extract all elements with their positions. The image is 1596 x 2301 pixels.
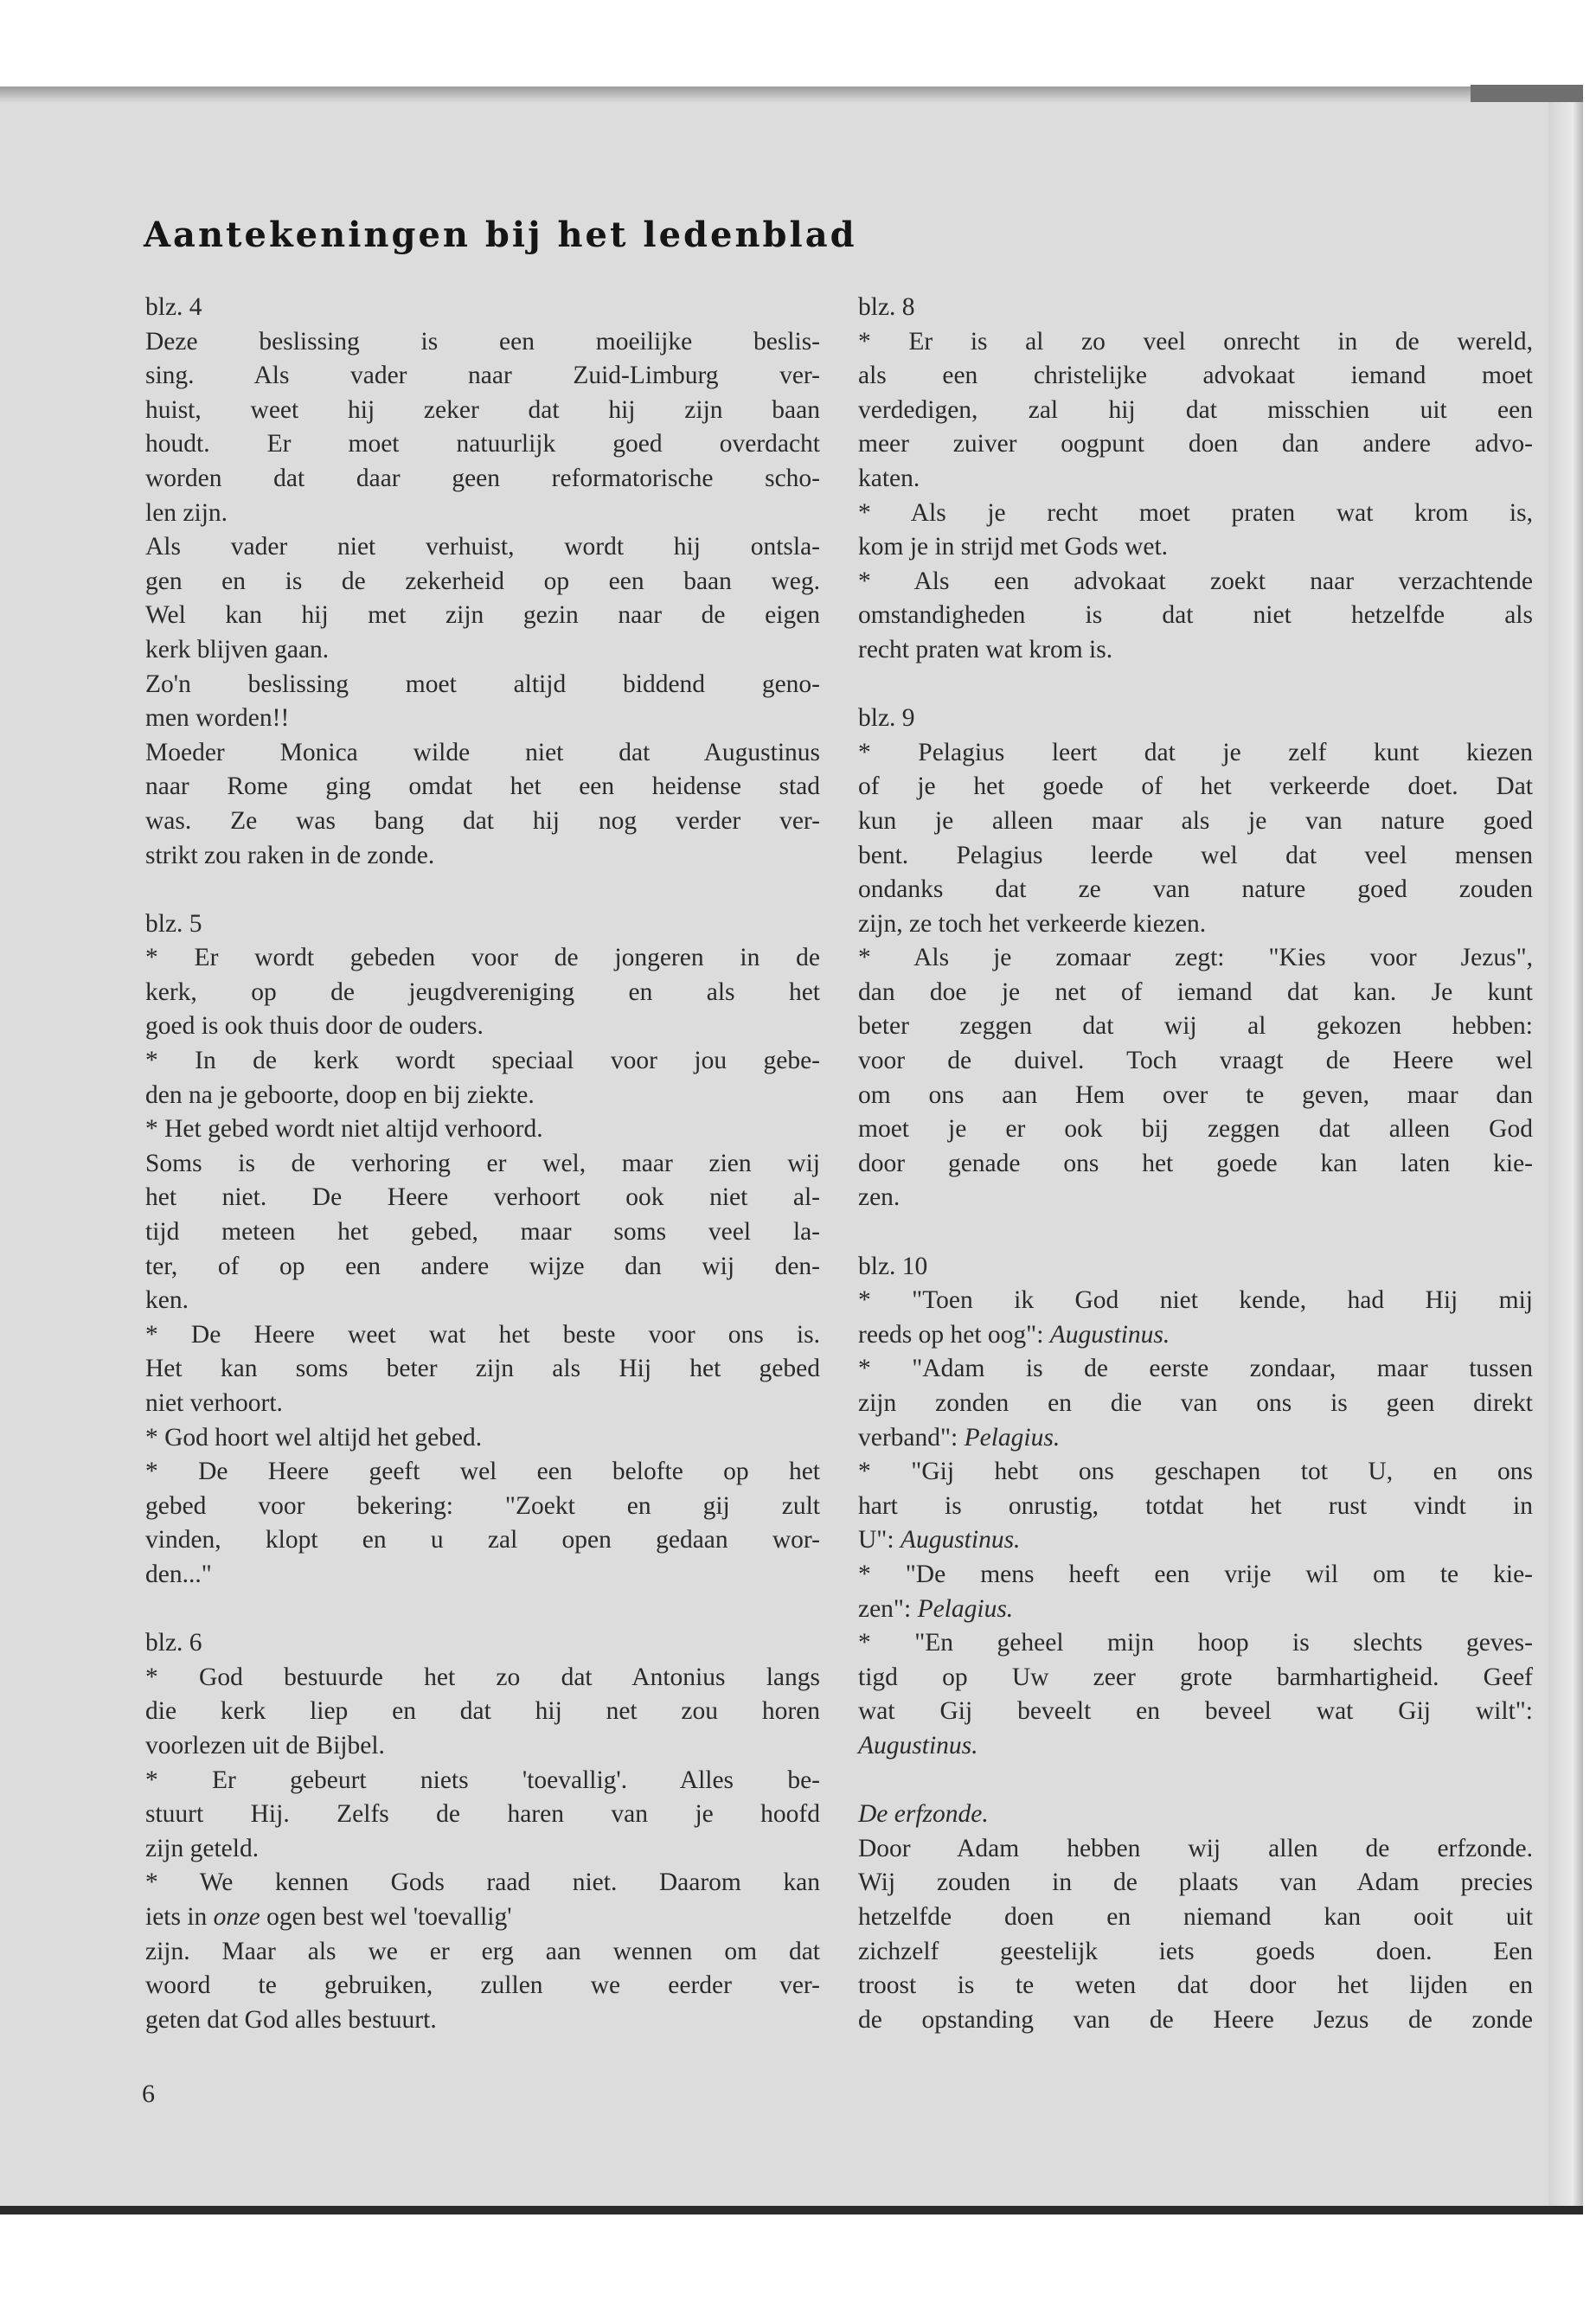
page-right-edge (1548, 102, 1583, 2213)
section-block (858, 1798, 1533, 2037)
section-label: blz. 4 (145, 293, 202, 321)
text-line: zijn. Maar als we er erg aan wennen om dat (145, 1937, 820, 1965)
section-block (858, 1250, 1533, 1764)
section-block (145, 907, 820, 1593)
text-line: Wel kan hij met zijn gezin naar de eigen (145, 601, 820, 630)
text-line: worden dat daar geen reformatorische scho- (145, 464, 820, 492)
text-line: zijn, ze toch het verkeerde kiezen. (858, 909, 1207, 938)
text-line: gen en is de zekerheid op een baan weg. (145, 567, 820, 595)
text-line: katen. (858, 464, 920, 492)
text-line: verband": Pelagius. (858, 1423, 1061, 1452)
text-line: zijn zonden en die van ons is geen direkt (858, 1389, 1533, 1417)
text-line: naar Rome ging omdat het een heidense stad (145, 772, 820, 801)
text-line: men worden!! (145, 704, 290, 733)
text-line: kom je in strijd met Gods wet. (858, 533, 1169, 561)
text-line: door genade ons het goede kan laten kie- (858, 1149, 1533, 1177)
text-line: * "De mens heeft een vrije wil om te kie- (858, 1560, 1533, 1588)
text-line: hetzelfde doen en niemand kan ooit uit (858, 1902, 1533, 1931)
text-line: hart is onrustig, totdat het rust vindt in (858, 1491, 1533, 1520)
text-line: dan doe je net of iemand dat kan. Je kunt (858, 977, 1533, 1006)
text-line: stuurt Hij. Zelfs de haren van je hoofd (145, 1800, 820, 1829)
text-line: U": Augustinus. (858, 1526, 1021, 1554)
right-column (858, 291, 1533, 2072)
text-line: vinden, klopt en u zal open gedaan wor- (145, 1526, 820, 1554)
text-line: zijn geteld. (145, 1834, 260, 1862)
section-block (858, 702, 1533, 1215)
text-line: ken. (145, 1286, 189, 1315)
section-label: blz. 8 (858, 293, 915, 321)
text-line: troost is te weten dat door het lijden en (858, 1971, 1533, 2000)
text-line: niet verhoort. (145, 1389, 283, 1417)
text-line: omstandigheden is dat niet hetzelfde als (858, 601, 1533, 630)
text-line: Deze beslissing is een moeilijke beslis- (145, 327, 820, 356)
text-line: kun je alleen maar als je van nature goed (858, 806, 1533, 835)
text-line: voor de duivel. Toch vraagt de Heere wel (858, 1047, 1533, 1075)
text-line: zichzelf geestelijk iets goeds doen. Een (858, 1937, 1533, 1965)
page-number: 6 (142, 2080, 155, 2108)
text-line: zen. (858, 1183, 901, 1212)
text-line: Door Adam hebben wij allen de erfzonde. (858, 1834, 1533, 1862)
text-line: sing. Als vader naar Zuid-Limburg ver- (145, 362, 820, 390)
section-label: blz. 5 (145, 909, 202, 938)
text-line: tigd op Uw zeer grote barmhartigheid. Geef (858, 1663, 1533, 1691)
page-heading: Aantekeningen bij het ledenblad (144, 215, 857, 255)
text-line: als een christelijke advokaat iemand moet (858, 362, 1533, 390)
text-line: Het kan soms beter zijn als Hij het gebed (145, 1355, 820, 1383)
text-line: verdedigen, zal hij dat misschien uit een (858, 395, 1533, 424)
text-line: strikt zou raken in de zonde. (145, 841, 435, 869)
text-line: Augustinus. (858, 1731, 978, 1759)
text-line: ondanks dat ze van nature goed zouden (858, 875, 1533, 904)
left-column (145, 291, 820, 2072)
text-line: kerk, op de jeugdvereniging en als het (145, 977, 820, 1006)
text-line: den..." (145, 1560, 212, 1588)
text-line: * "Adam is de eerste zondaar, maar tussen (858, 1355, 1533, 1383)
text-line: was. Ze was bang dat hij nog verder ver- (145, 806, 820, 835)
text-line: den na je geboorte, doop en bij ziekte. (145, 1080, 535, 1109)
text-line: * In de kerk wordt speciaal voor jou gebe- (145, 1047, 820, 1075)
text-line: het niet. De Heere verhoort ook niet al- (145, 1183, 820, 1212)
text-line: meer zuiver oogpunt doen dan andere advo- (858, 430, 1533, 458)
text-line: of je het goede of het verkeerde doet. Dat (858, 772, 1533, 801)
text-line: wat Gij beveelt en beveel wat Gij wilt": (858, 1697, 1533, 1726)
scan-top-shadow (1471, 85, 1583, 102)
text-line: * We kennen Gods raad niet. Daarom kan (145, 1868, 820, 1897)
text-line: * "Gij hebt ons geschapen tot U, en ons (858, 1458, 1533, 1486)
text-line: kerk blijven gaan. (145, 635, 330, 663)
text-line: len zijn. (145, 498, 228, 527)
text-line: voorlezen uit de Bijbel. (145, 1731, 385, 1759)
text-line: Wij zouden in de plaats van Adam precies (858, 1868, 1533, 1897)
text-line: Als vader niet verhuist, wordt hij ontsla- (145, 533, 820, 561)
text-line: Zo'n beslissing moet altijd biddend geno- (145, 670, 820, 698)
section-block (145, 1626, 820, 2037)
text-line: woord te gebruiken, zullen we eerder ver- (145, 1971, 820, 2000)
text-line: * De Heere weet wat het beste voor ons is. (145, 1320, 820, 1349)
section-label: blz. 10 (858, 1252, 928, 1280)
text-line: * "En geheel mijn hoop is slechts geves- (858, 1629, 1533, 1657)
text-line: * De Heere geeft wel een belofte op het (145, 1458, 820, 1486)
section-label: blz. 9 (858, 704, 915, 733)
text-line: * Pelagius leert dat je zelf kunt kiezen (858, 738, 1533, 766)
text-line: * Er gebeurt niets 'toevallig'. Alles be- (145, 1766, 820, 1794)
section-block (145, 291, 820, 873)
text-line: De erfzonde. (858, 1800, 989, 1829)
section-block (858, 291, 1533, 668)
text-line: gebed voor bekering: "Zoekt en gij zult (145, 1491, 820, 1520)
text-line: bent. Pelagius leerde wel dat veel mensen (858, 841, 1533, 869)
text-line: houdt. Er moet natuurlijk goed overdacht (145, 430, 820, 458)
text-line: Soms is de verhoring er wel, maar zien wij (145, 1149, 820, 1177)
text-line: * Er wordt gebeden voor de jongeren in de (145, 944, 820, 972)
text-line: reeds op het oog": Augustinus. (858, 1320, 1170, 1349)
text-line: * Als je zomaar zegt: "Kies voor Jezus", (858, 944, 1533, 972)
text-line: geten dat God alles bestuurt. (145, 2005, 437, 2034)
text-line: zen": Pelagius. (858, 1594, 1014, 1623)
text-line: om ons aan Hem over te geven, maar dan (858, 1080, 1533, 1109)
text-line: beter zeggen dat wij al gekozen hebben: (858, 1012, 1533, 1041)
text-line: * Er is al zo veel onrecht in de wereld, (858, 327, 1533, 356)
text-line: moet je er ook bij zeggen dat alleen God (858, 1115, 1533, 1144)
text-line: * God hoort wel altijd het gebed. (145, 1423, 483, 1452)
text-line: goed is ook thuis door de ouders. (145, 1012, 484, 1041)
scan-bottom-edge (0, 2206, 1583, 2214)
text-line: Moeder Monica wilde niet dat Augustinus (145, 738, 820, 766)
text-line: iets in onze ogen best wel 'toevallig' (145, 1902, 512, 1931)
text-line: * Als een advokaat zoekt naar verzachtende (858, 567, 1533, 595)
text-line: * Het gebed wordt niet altijd verhoord. (145, 1115, 543, 1144)
text-line: * "Toen ik God niet kende, had Hij mij (858, 1286, 1533, 1315)
text-line: * God bestuurde het zo dat Antonius langs (145, 1663, 820, 1691)
text-line: die kerk liep en dat hij net zou horen (145, 1697, 820, 1726)
text-line: * Als je recht moet praten wat krom is, (858, 498, 1533, 527)
text-line: de opstanding van de Heere Jezus de zonde (858, 2005, 1533, 2034)
text-line: ter, of op een andere wijze dan wij den- (145, 1252, 820, 1280)
text-line: tijd meteen het gebed, maar soms veel la- (145, 1218, 820, 1247)
text-line: recht praten wat krom is. (858, 635, 1113, 663)
text-line: huist, weet hij zeker dat hij zijn baan (145, 395, 820, 424)
section-label: blz. 6 (145, 1629, 202, 1657)
